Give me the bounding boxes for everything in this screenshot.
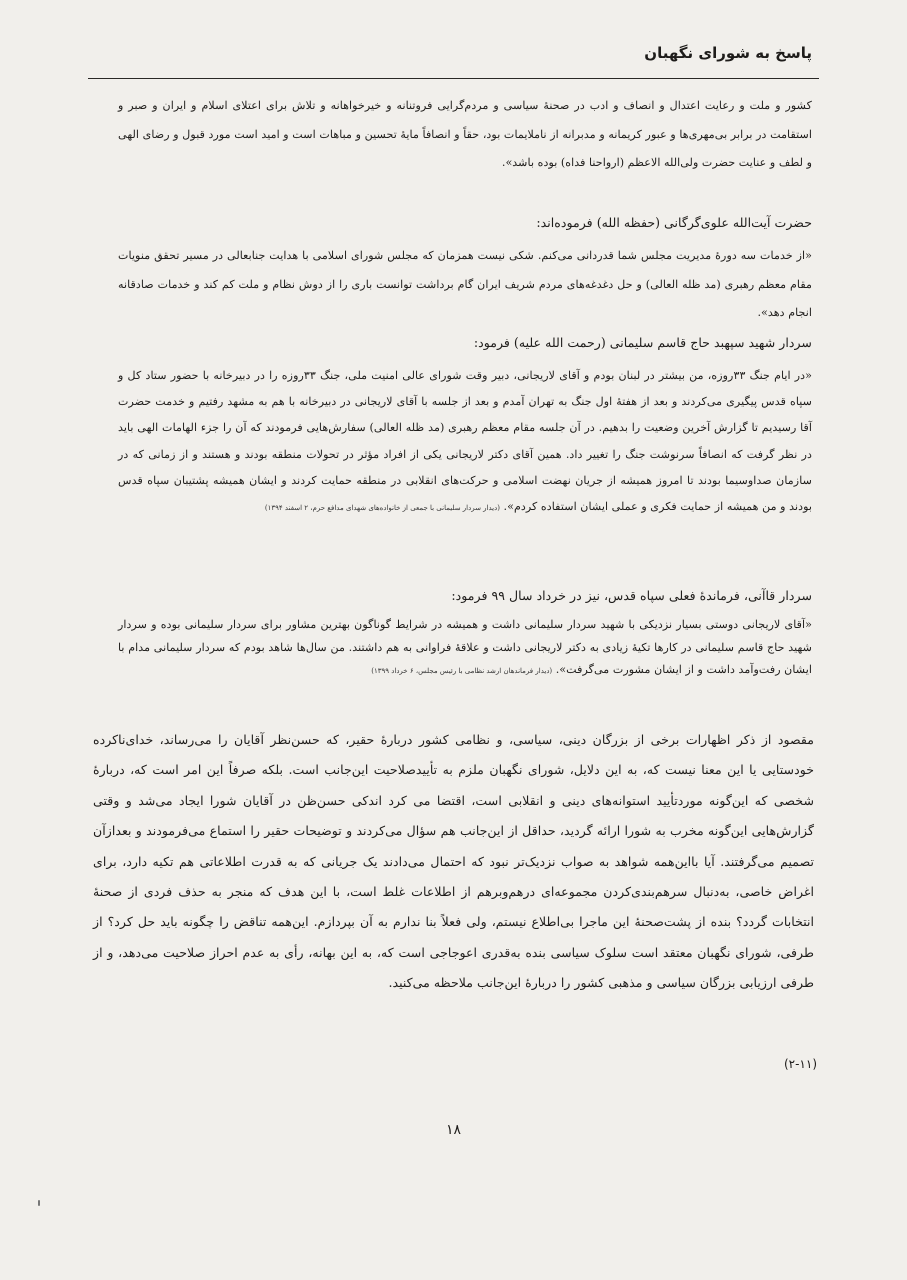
header-rule: [88, 78, 819, 79]
main-paragraph: مقصود از ذکر اظهارات برخی از بزرگان دینی، سیاسی، و نظامی کشور دربارهٔ حقیر، که حسن‌نظر آقایان را می‌رساند، خدای‌ناکرده خودستایی یا این معنا نیست که، به این دلایل، شورای نگهبان ملزم به تأییدصلاحیت این‌جانب است. بلکه صرفاً این امر است که، دربارهٔ شخصی که این‌گونه موردتأیید استوانه‌های دینی و انقلابی است، اقتضا می کرد اندکی حسن‌ظن در آقایان شورا ایجاد می‌شد و وقتی گزارش‌هایی این‌گونه مخرب به شورا ارائه گردید، حداقل از این‌جانب هم سؤال می‌کردند و توضیحات حقیر را استماع می‌فرمودند و بعدازآن تصمیم می‌گرفتند. آیا بااین‌همه شواهد به صواب نزدیک‌تر نبود که احتمال می‌دادند یک جریانی که به قدرت اطلاعاتی هم تکیه دارد، برای اغراض خاصی، به‌دنبال سرهم‌بندی‌کردن مجموعه‌ای درهم‌وبرهم از اطلاعات غلط است، با این هدف که منجر به حذف فردی از صحنهٔ انتخابات گردد؟ بنده از پشت‌صحنهٔ این ماجرا بی‌اطلاع نیستم، ولی فعلاً بنا ندارم به آن بپردازم. این‌همه تناقض را چگونه باید حل کرد؟ از طرفی، شورای نگهبان معتقد است سلوک سیاسی بنده به‌قدری اعوجاجی است که، به این بهانه، رأی به عدم احراز صلاحیت می‌دهد، و از طرفی ارزیابی بزرگان سیاسی و مذهبی کشور را دربارهٔ این‌جانب ملاحظه می‌کنید.: [93, 732, 814, 991]
intro-soleimani: سردار شهید سپهبد حاج قاسم سلیمانی (رحمت الله علیه) فرمود:: [473, 335, 812, 350]
quote-4-text: «آقای لاریجانی دوستی بسیار نزدیکی با شهید سردار سلیمانی داشت و همیشه در شرایط گوناگون بهترین مشاور برای سردار سلیمانی بوده و سردار شهید حاج قاسم سلیمانی در کارها تکیهٔ زیادی به دکتر لاریجانی داشت و علاقهٔ فراوانی به هم داشتند. من سال‌ها شاهد بودم که سردار سلیمانی مدام با ایشان رفت‌وآمد داشت و از ایشان مشورت می‌گرفت».: [118, 618, 812, 676]
page-number: ۱۸: [445, 1122, 462, 1138]
quote-paragraph-1: [118, 92, 812, 178]
quote-paragraph-3: [118, 363, 812, 521]
quote-4-citation: (دیدار فرماندهان ارشد نظامی با رئیس مجلس، ۶ خرداد ۱۳۹۹): [371, 667, 553, 675]
scan-mark: [38, 1200, 40, 1206]
quote-3-text: «در ایام جنگ ۳۳روزه، من بیشتر در لبنان بودم و آقای لاریجانی، دبیر وقت شورای عالی امنیت ملی، جنگ ۳۳روزه را در دبیرخانه با حضور ستاد کل و سپاه قدس پیگیری می‌کردند و بعد از هفتهٔ اول جنگ به تهران آمدم و بعد از جلسه با آقای لاریجانی در دبیرخانه با هم به مشهد رفتیم و خدمت حضرت آقا رسیدیم تا گزارش آخرین وضعیت را بدهیم. در آن جلسه مقام معظم رهبری (مد ظله العالی) سفارش‌هایی فرمودند که آن را جزء الهامات الهی باید در نظر گرفت که انصافاً سرنوشت جنگ را تغییر داد. همین آقای دکتر لاریجانی یکی از افراد مؤثر در تحولات منطقه بودند و هستند و از زمانی که در سازمان صداوسیما بودند تا امروز همیشه از جریان نهضت اسلامی و حرکت‌های انقلابی در منطقه حمایت کردند و ایشان همیشه پشتیبان سپاه قدس بودند و من همیشه از حمایت فکری و عملی ایشان استفاده کردم».: [118, 369, 812, 514]
intro-ghaani: سردار قاآنی، فرماندهٔ فعلی سپاه قدس، نیز در خرداد سال ۹۹ فرمود:: [451, 588, 812, 603]
section-reference: (۲-۱۱): [783, 1057, 817, 1071]
running-header: پاسخ به شورای نگهبان: [644, 44, 812, 62]
quote-paragraph-2: [118, 242, 812, 328]
quote-2-text: «از خدمات سه دورهٔ مدیریت مجلس شما قدردانی می‌کنم. شکی نیست همزمان که مجلس شورای اسلامی با هدایت جنابعالی در مسیر تحقق منویات مقام معظم رهبری (مد ظله العالی) و حل دغدغه‌های مردم شریف ایران گام برداشت توانست باری را از دوش نظام و ملت کم کند و خدمات صادقانه انجام دهد».: [118, 249, 812, 319]
quote-1-text: کشور و ملت و رعایت اعتدال و انصاف و ادب در صحنهٔ سیاسی و مردم‌گرایی فروتنانه و خیرخواهانه و تلاش برای اعتلای اسلام و ایران و صبر و استقامت در برابر بی‌مهری‌ها و عبور کریمانه و مدبرانه از ناملایمات بود، حقاً و انصافاً مایهٔ تحسین و مباهات است و امید است مورد قبول و رضای الهی و لطف و عنایت حضرت ولی‌الله الاعظم (ارواحنا فداه) بوده باشد».: [118, 99, 812, 169]
intro-alavi-gorgani: حضرت آیت‌الله علوی‌گرگانی (حفظه الله) فرموده‌اند:: [536, 215, 812, 230]
quote-3-citation: (دیدار سردار سلیمانی با جمعی از خانواده‌های شهدای مدافع حرم، ۲ اسفند ۱۳۹۴): [264, 504, 500, 513]
quote-paragraph-4: [118, 614, 812, 683]
